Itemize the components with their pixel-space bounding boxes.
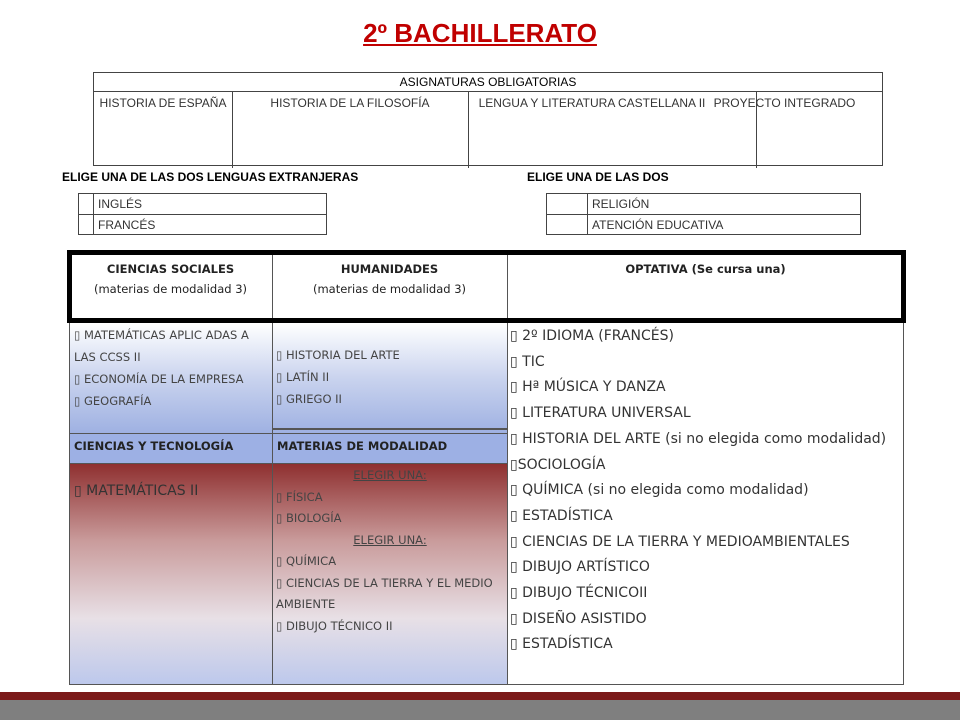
- sociales-title: CIENCIAS SOCIALES: [106, 262, 235, 276]
- elegir-label: ELEGIR UNA:: [353, 468, 427, 482]
- subject-label: PROYECTO INTEGRADO: [713, 96, 856, 110]
- list-item[interactable]: [79, 216, 326, 234]
- divider: [79, 214, 326, 215]
- optativa-header: OPTATIVA (Se cursa una): [625, 262, 786, 276]
- list-item: ▯ QUÍMICA (si no elegida como modalidad): [510, 482, 809, 499]
- humanidades-header: [272, 259, 507, 299]
- option-label: INGLÉS: [98, 197, 143, 211]
- list-item: ▯ ECONOMÍA DE LA EMPRESA: [74, 372, 244, 386]
- list-item: ▯ CIENCIAS DE LA TIERRA Y EL MEDIO AMBIENTE: [276, 575, 493, 611]
- list-item: ▯ ESTADÍSTICA: [510, 507, 613, 524]
- materias-header: MATERIAS DE MODALIDAD: [277, 439, 448, 453]
- optativa-list: [510, 324, 902, 658]
- list-item: ▯ Hª MÚSICA Y DANZA: [510, 379, 666, 396]
- list-item: ▯ BIOLOGÍA: [276, 511, 342, 525]
- list-item: ▯SOCIOLOGÍA: [510, 456, 606, 473]
- sociales-subtitle: (materias de modalidad 3): [93, 282, 248, 296]
- tecnologia-header: CIENCIAS Y TECNOLOGÍA: [74, 439, 234, 453]
- list-item: ▯ QUÍMICA: [276, 554, 337, 568]
- list-item: ▯ TIC: [510, 353, 545, 370]
- subject-label: LENGUA Y LITERATURA CASTELLANA II: [478, 96, 706, 110]
- subject-cell: [94, 91, 233, 168]
- list-item: ▯ DIBUJO ARTÍSTICO: [510, 559, 650, 576]
- modalidad-table: [69, 251, 904, 685]
- option-label: RELIGIÓN: [592, 197, 650, 211]
- option-label: ATENCIÓN EDUCATIVA: [592, 218, 724, 232]
- humanidades-title: HUMANIDADES: [340, 262, 439, 276]
- page-title: 2º BACHILLERATO: [363, 18, 597, 48]
- list-item: ▯ LATÍN II: [276, 370, 330, 384]
- list-item: ▯ CIENCIAS DE LA TIERRA Y MEDIOAMBIENTALES: [510, 533, 850, 550]
- list-item: ▯ DIBUJO TÉCNICOII: [510, 585, 648, 602]
- lenguas-heading: ELIGE UNA DE LAS DOS LENGUAS EXTRANJERAS: [62, 170, 359, 184]
- subject-cell: [686, 91, 883, 168]
- list-item: ▯ ESTADÍSTICA: [510, 636, 613, 653]
- list-item: ▯ HISTORIA DEL ARTE: [276, 348, 400, 362]
- matematicas-ii: ▯ MATEMÁTICAS II: [74, 483, 199, 499]
- sociales-list: [74, 324, 269, 412]
- list-item: ▯ HISTORIA DEL ARTE (si no elegida como modalidad): [510, 430, 887, 447]
- lenguas-table: [78, 193, 327, 235]
- list-item: ▯ 2º IDIOMA (FRANCÉS): [510, 328, 674, 344]
- list-item: ▯ DIBUJO TÉCNICO II: [276, 618, 393, 633]
- list-item[interactable]: [79, 195, 326, 213]
- elegir-label: ELEGIR UNA:: [353, 532, 427, 547]
- list-item: ▯ LITERATURA UNIVERSAL: [510, 405, 691, 422]
- subject-label: HISTORIA DE ESPAÑA: [99, 96, 227, 110]
- subject-label: HISTORIA DE LA FILOSOFÍA: [270, 96, 430, 110]
- row-divider: [69, 463, 507, 464]
- religion-heading: ELIGE UNA DE LAS DOS: [527, 170, 669, 184]
- sociales-header: [69, 259, 272, 299]
- row-divider: [69, 433, 507, 434]
- obligatorias-table: [93, 72, 883, 166]
- list-item: ▯ GEOGRAFÍA: [74, 394, 152, 408]
- obligatorias-header: ASIGNATURAS OBLIGATORIAS: [94, 73, 882, 92]
- row-divider: [272, 428, 507, 430]
- humanidades-subtitle: (materias de modalidad 3): [312, 282, 467, 296]
- divider: [547, 214, 860, 215]
- footer-gray-bar: [0, 700, 960, 720]
- list-item: ▯ FÍSICA: [276, 489, 323, 504]
- list-item: ▯ DISEÑO ASISTIDO: [510, 610, 647, 627]
- religion-table: [546, 193, 861, 235]
- materias-list: [276, 465, 504, 637]
- list-item: ▯ MATEMÁTICAS APLIC ADAS A LAS CCSS II: [74, 328, 249, 364]
- list-item[interactable]: [547, 216, 860, 234]
- option-label: FRANCÉS: [98, 218, 156, 232]
- list-item: ▯ GRIEGO II: [276, 392, 342, 406]
- list-item[interactable]: [547, 195, 860, 213]
- footer-bar: [0, 692, 960, 700]
- humanidades-list: [276, 344, 501, 410]
